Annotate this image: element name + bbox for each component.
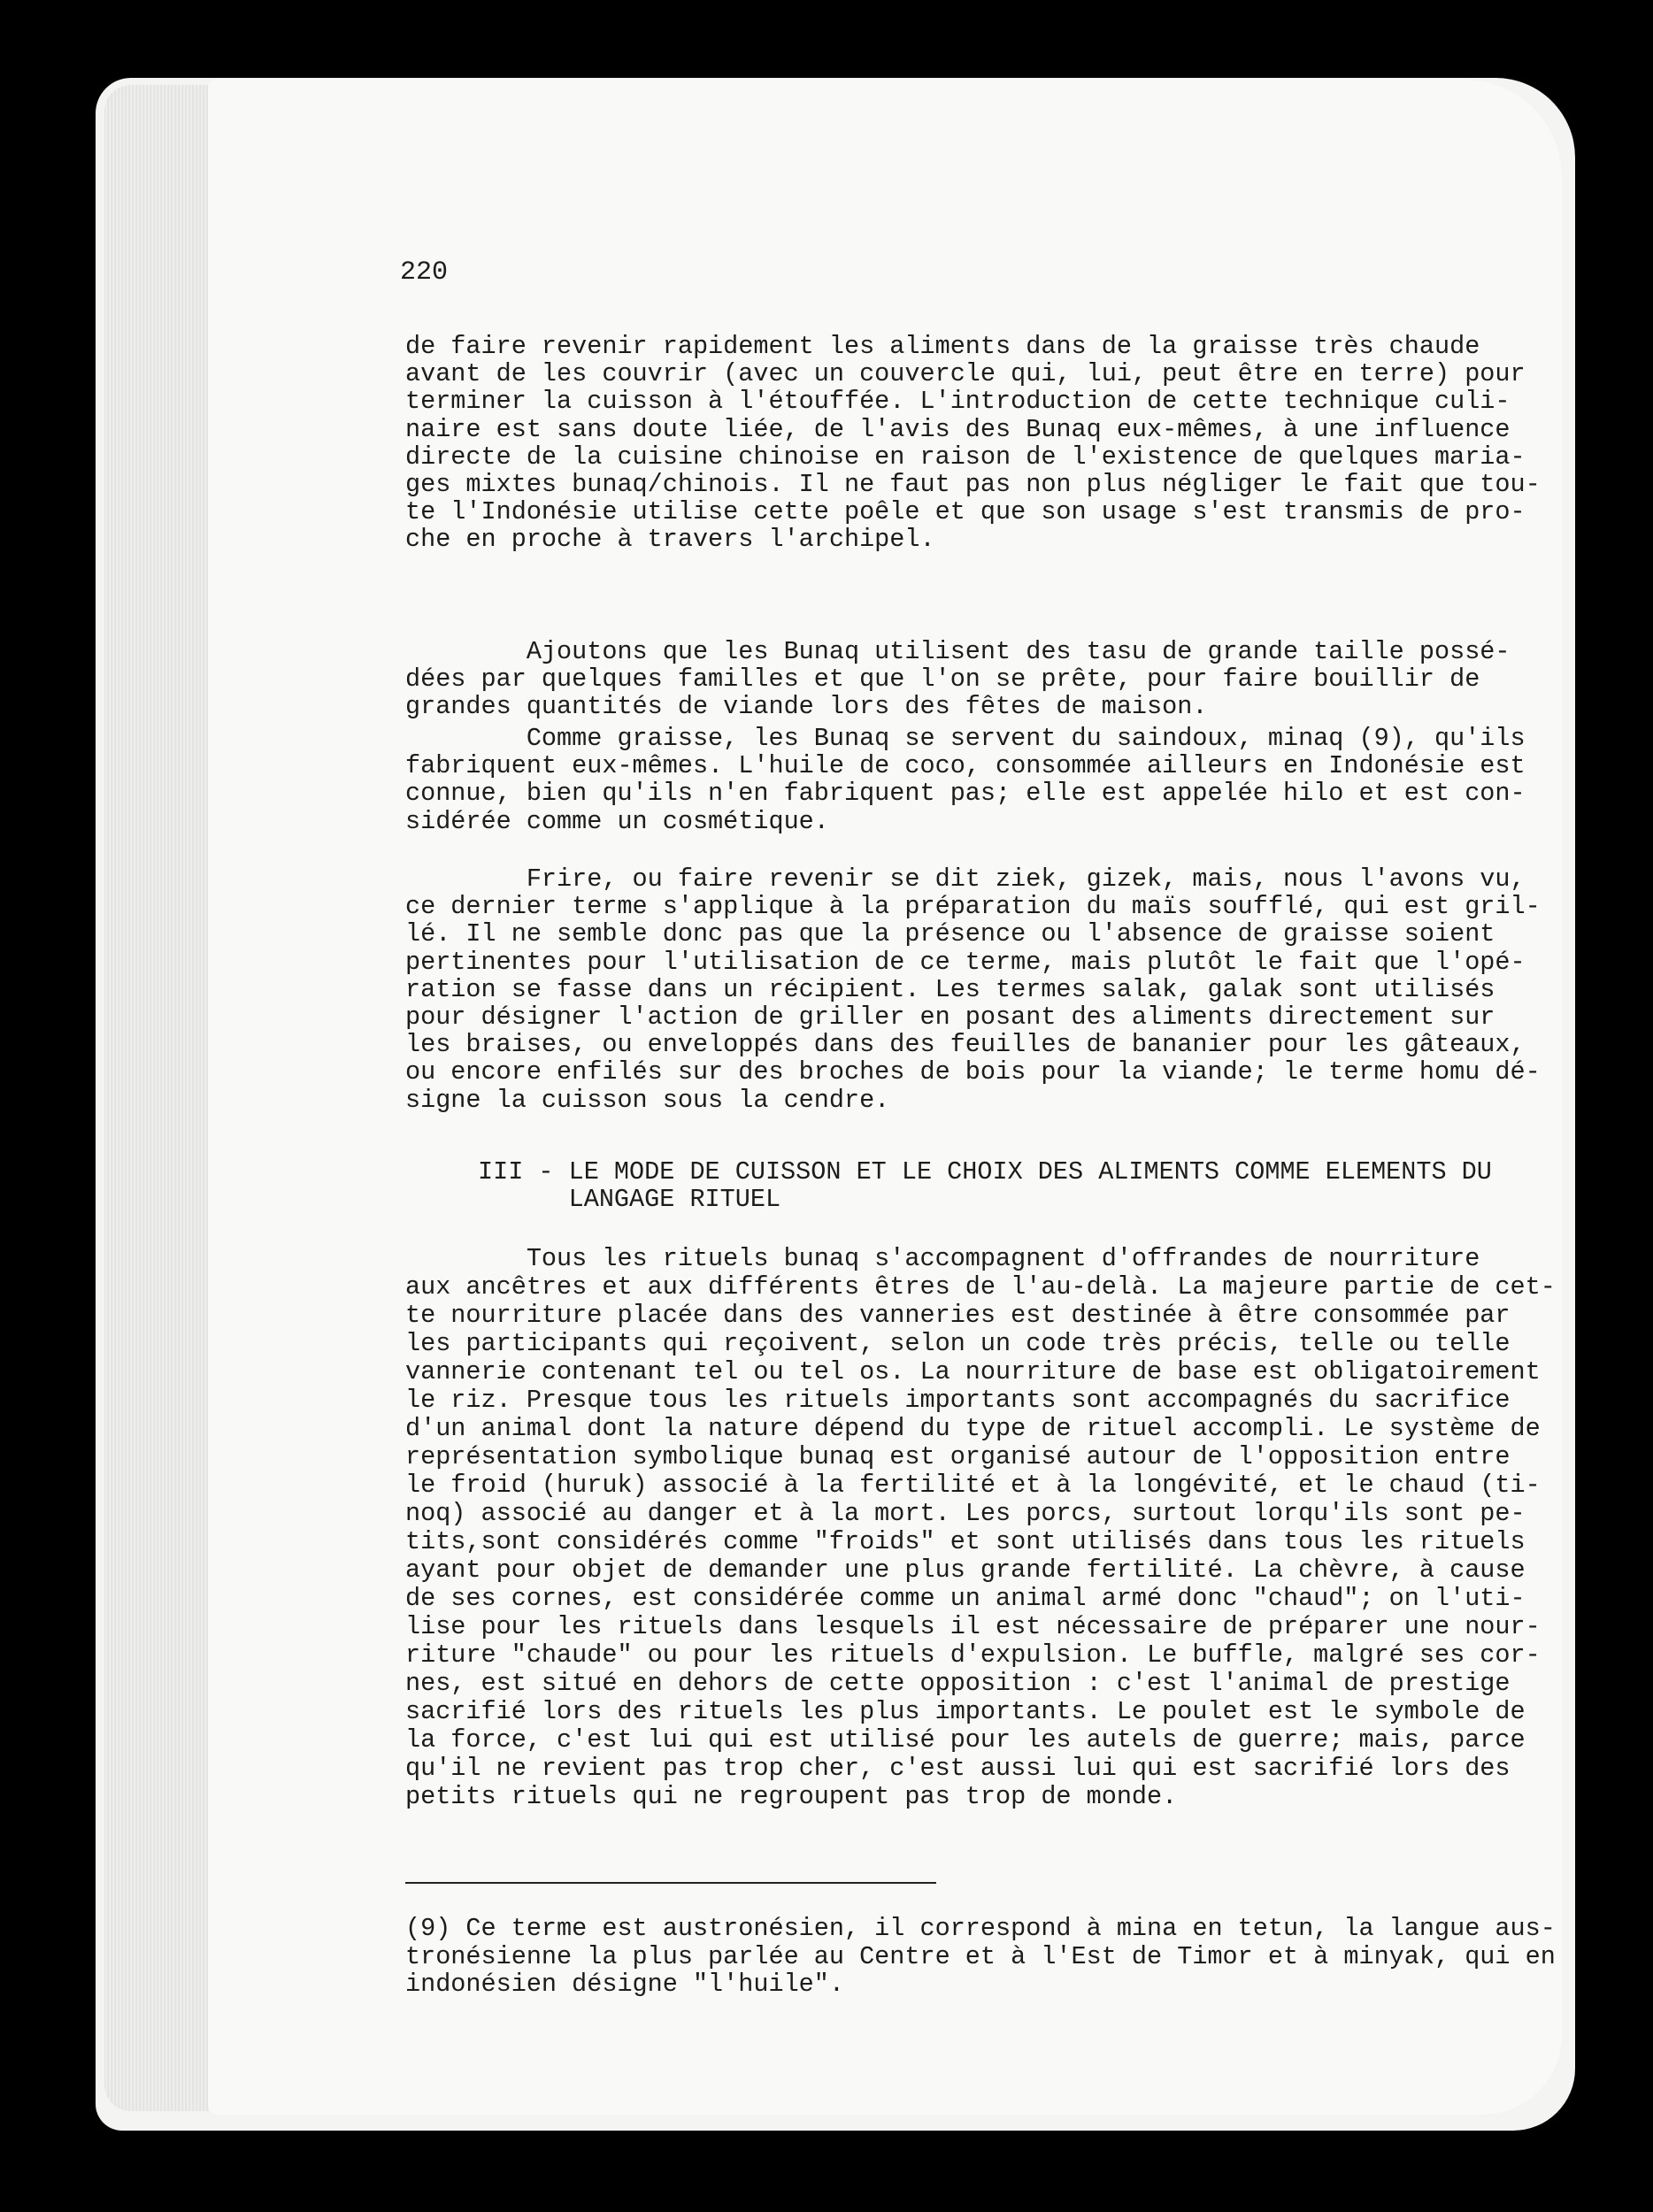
text-line: grandes quantités de viande lors des fêtes de maison. bbox=[405, 692, 1208, 722]
text-line: avant de les couvrir (avec un couvercle qui, lui, peut être en terre) pour bbox=[405, 359, 1526, 389]
text-line: naire est sans doute liée, de l'avis des Bunaq eux-mêmes, à une influence bbox=[405, 414, 1511, 444]
text-line: de faire revenir rapidement les aliments dans de la graisse très chaude bbox=[405, 332, 1480, 361]
text-line: ges mixtes bunaq/chinois. Il ne faut pas non plus négliger le fait que tou- bbox=[405, 470, 1541, 499]
text-line: d'un animal dont la nature dépend du type de rituel accompli. Le système de bbox=[405, 1414, 1541, 1443]
text-line: pertinentes pour l'utilisation de ce terme, mais plutôt le fait que l'opé- bbox=[405, 947, 1526, 977]
text-line: terminer la cuisson à l'étouffée. L'introduction de cette technique culi- bbox=[405, 387, 1511, 417]
footnote-line: tronésienne la plus parlée au Centre et à l'Est de Timor et à minyak, qui en bbox=[405, 1941, 1556, 1971]
text-line: noq) associé au danger et à la mort. Les porcs, surtout lorqu'ils sont pe- bbox=[405, 1499, 1526, 1528]
text-line: représentation symbolique bunaq est organisé autour de l'opposition entre bbox=[405, 1442, 1511, 1471]
text-line: directe de la cuisine chinoise en raison de l'existence de quelques maria- bbox=[405, 442, 1526, 472]
text-line: la force, c'est lui qui est utilisé pour les autels de guerre; mais, parce bbox=[405, 1725, 1526, 1755]
footnote-line: (9) Ce terme est austronésien, il correspond à mina en tetun, la langue aus- bbox=[405, 1914, 1556, 1943]
text-line: Comme graisse, les Bunaq se servent du saindoux, minaq (9), qu'ils bbox=[405, 724, 1526, 753]
text-line: ayant pour objet de demander une plus grande fertilité. La chèvre, à cause bbox=[405, 1555, 1526, 1585]
section-heading-line: LANGAGE RITUEL bbox=[478, 1185, 781, 1215]
text-line: ce dernier terme s'applique à la préparation du maïs soufflé, qui est gril- bbox=[405, 892, 1541, 922]
text-line: petits rituels qui ne regroupent pas trop de monde. bbox=[405, 1782, 1178, 1811]
text-line: sidérée comme un cosmétique. bbox=[405, 806, 829, 836]
text-line: dées par quelques familles et que l'on se prête, pour faire bouillir de bbox=[405, 664, 1480, 695]
text-line: signe la cuisson sous la cendre. bbox=[405, 1085, 890, 1115]
text-line: Frire, ou faire revenir se dit ziek, gizek, mais, nous l'avons vu, bbox=[405, 864, 1526, 894]
text-line: Tous les rituels bunaq s'accompagnent d'offrandes de nourriture bbox=[405, 1244, 1480, 1273]
text-line: che en proche à travers l'archipel. bbox=[405, 525, 935, 555]
text-line: lé. Il ne semble donc pas que la présence ou l'absence de graisse soient bbox=[405, 919, 1495, 949]
text-line: le froid (huruk) associé à la fertilité et à la longévité, et le chaud (ti- bbox=[405, 1471, 1541, 1500]
text-line: lise pour les rituels dans lesquels il est nécessaire de préparer une nour- bbox=[405, 1612, 1541, 1641]
text-line: aux ancêtres et aux différents êtres de l'au-delà. La majeure partie de cet- bbox=[405, 1272, 1556, 1302]
text-line: tits,sont considérés comme "froids" et sont utilisés dans tous les rituels bbox=[405, 1527, 1526, 1556]
text-line: nes, est situé en dehors de cette opposition : c'est l'animal de prestige bbox=[405, 1669, 1511, 1698]
text-line: Ajoutons que les Bunaq utilisent des tasu de grande taille possé- bbox=[405, 637, 1511, 666]
text-line: ou encore enfilés sur des broches de bois pour la viande; le terme homu dé- bbox=[405, 1057, 1541, 1087]
text-line: connue, bien qu'ils n'en fabriquent pas; elle est appelée hilo et est con- bbox=[405, 779, 1526, 809]
text-line: riture "chaude" ou pour les rituels d'expulsion. Le buffle, malgré ses cor- bbox=[405, 1640, 1541, 1670]
section-heading-line: III - LE MODE DE CUISSON ET LE CHOIX DES ALIMENTS COMME ELEMENTS DU bbox=[478, 1157, 1492, 1187]
text-line: les braises, ou enveloppés dans des feuilles de bananier pour les gâteaux, bbox=[405, 1030, 1526, 1060]
text-line: ration se fasse dans un récipient. Les termes salak, galak sont utilisés bbox=[405, 974, 1495, 1004]
text-line: qu'il ne revient pas trop cher, c'est aussi lui qui est sacrifié lors des bbox=[405, 1754, 1511, 1783]
page-number: 220 bbox=[400, 257, 449, 288]
text-line: te nourriture placée dans des vanneries est destinée à être consommée par bbox=[405, 1301, 1511, 1330]
footnote-line: indonésien désigne "l'huile". bbox=[405, 1970, 844, 1999]
text-line: le riz. Presque tous les rituels importants sont accompagnés du sacrifice bbox=[405, 1386, 1511, 1415]
text-line: te l'Indonésie utilise cette poêle et que son usage s'est transmis de pro- bbox=[405, 497, 1526, 527]
text-line: les participants qui reçoivent, selon un code très précis, telle ou telle bbox=[405, 1329, 1511, 1358]
text-line: sacrifié lors des rituels les plus importants. Le poulet est le symbole de bbox=[405, 1697, 1526, 1726]
footnote-rule bbox=[405, 1882, 936, 1884]
text-line: vannerie contenant tel ou tel os. La nourriture de base est obligatoirement bbox=[405, 1357, 1541, 1386]
text-line: fabriquent eux-mêmes. L'huile de coco, consommée ailleurs en Indonésie est bbox=[405, 751, 1526, 781]
text-line: pour désigner l'action de griller en posant des aliments directement sur bbox=[405, 1002, 1495, 1032]
text-line: de ses cornes, est considérée comme un animal armé donc "chaud"; on l'uti- bbox=[405, 1584, 1526, 1613]
